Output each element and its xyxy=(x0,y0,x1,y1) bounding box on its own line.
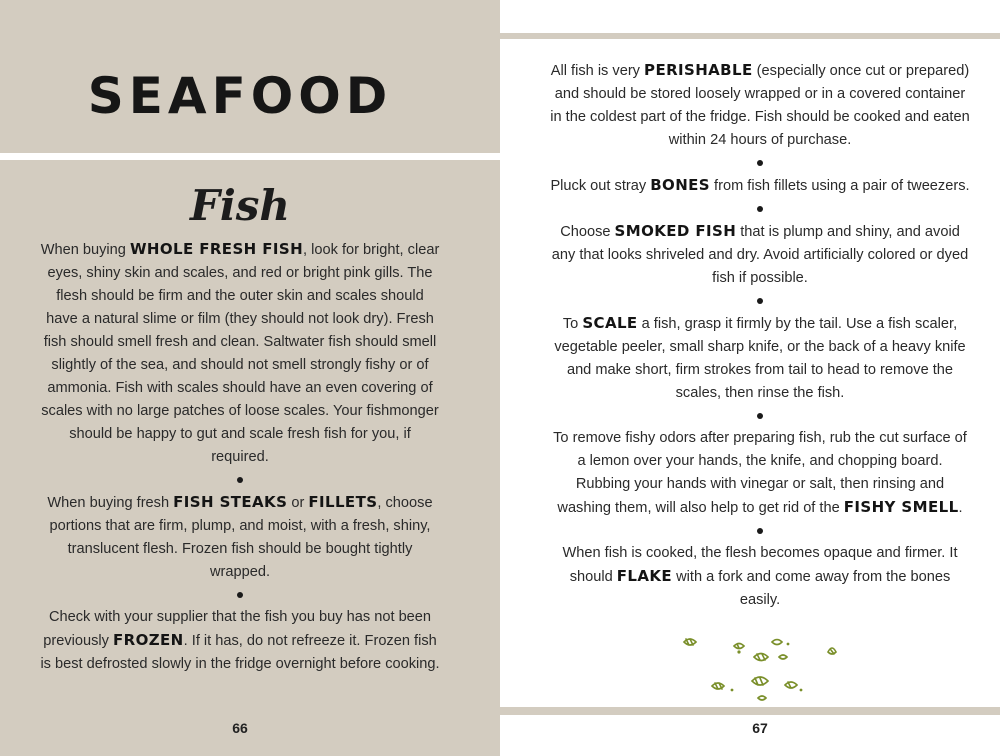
paragraph-smoked-fish xyxy=(550,220,970,290)
paragraph-whole-fresh-fish xyxy=(40,238,440,469)
bullet-separator xyxy=(550,405,970,427)
paragraph-frozen xyxy=(40,606,440,676)
bullet-dot-icon xyxy=(757,206,763,212)
keyword-flake: FLAKE xyxy=(616,567,673,585)
bullet-separator xyxy=(40,469,440,491)
bullet-separator xyxy=(550,290,970,312)
keyword-frozen: FROZEN xyxy=(113,631,184,649)
keyword-whole-fresh-fish: WHOLE FRESH FISH xyxy=(129,240,304,258)
subtitle-fish: Fish xyxy=(190,181,290,230)
text-run: When buying xyxy=(40,242,130,258)
keyword-perishable: PERISHABLE xyxy=(644,61,753,79)
text-run: Check with your supplier that the fish you buy has not been previously xyxy=(43,609,432,649)
keyword-fillets: FILLETS xyxy=(308,493,378,511)
text-run: , choose portions that are firm, plump, and moist, with a fresh, shiny, translucent flesh. Frozen fish should be bought tightly wrapped. xyxy=(49,495,433,580)
text-run: Choose xyxy=(560,224,615,240)
page-number-right: 67 xyxy=(752,720,768,736)
keyword-fish-steaks: FISH STEAKS xyxy=(173,493,288,511)
text-run: with a fork and come away from the bones easily. xyxy=(672,569,951,608)
top-strip xyxy=(500,33,1000,39)
text-run: . xyxy=(958,500,963,516)
bullet-separator xyxy=(550,520,970,542)
text-run: a fish, grasp it firmly by the tail. Use a fish scaler, vegetable peeler, small sharp knife, or the back of a heavy knife and make short, firm strokes from tail to head to remove the scales, then rinse the fish. xyxy=(554,316,966,401)
bullet-dot-icon xyxy=(757,413,763,419)
right-page xyxy=(500,0,1000,756)
bullet-separator xyxy=(550,152,970,174)
paragraph-scale xyxy=(550,312,970,405)
text-run: that is plump and shiny, and avoid any that looks shriveled and dry. Avoid artificially colored or dyed fish if possible. xyxy=(551,224,969,286)
paragraph-perishable xyxy=(550,59,970,152)
bullet-separator xyxy=(550,198,970,220)
paragraph-bones xyxy=(550,174,970,198)
right-body xyxy=(550,59,970,612)
text-run: from fish fillets using a pair of tweezers. xyxy=(710,178,970,194)
page-number-left: 66 xyxy=(232,720,248,736)
header-divider xyxy=(0,153,500,160)
bullet-dot-icon xyxy=(237,592,243,598)
bullet-dot-icon xyxy=(757,298,763,304)
text-run: When fish is cooked, the flesh becomes opaque and firmer. It should xyxy=(562,545,958,585)
bullet-dot-icon xyxy=(757,528,763,534)
text-run: When buying fresh xyxy=(47,495,174,511)
text-run: To xyxy=(562,316,583,332)
section-title: SEAFOOD xyxy=(87,67,393,125)
text-run: . If it has, do not refreeze it. Frozen fish is best defrosted slowly in the fridge overnight before cooking. xyxy=(40,633,440,672)
paragraph-fish-steaks xyxy=(40,491,440,584)
text-run: (especially once cut or prepared) and should be stored loosely wrapped or in a covered container in the coldest part of the fridge. Fish should be cooked and eaten within 24 hours of purchase. xyxy=(550,63,970,148)
bullet-separator xyxy=(40,584,440,606)
keyword-fishy-smell: FISHY SMELL xyxy=(843,498,959,516)
scattered-fish-scales-icon xyxy=(672,630,852,710)
text-run: or xyxy=(287,495,309,511)
text-run: Pluck out stray xyxy=(550,178,651,194)
keyword-scale: SCALE xyxy=(582,314,638,332)
text-run: , look for bright, clear eyes, shiny skin and scales, and red or bright pink gills. The flesh should be firm and the outer skin and scales should have a natural slime or film (they should not look dry). Fresh fish should smell fresh and clean. Saltwater fish should smell slightly of the sea, and should not smell strongly fishy or of ammonia. Fish with scales should have an even covering of scales with no large patches of loose scales. Your fishmonger should be happy to gut and scale fresh fish for you, if required. xyxy=(41,242,440,465)
keyword-smoked-fish: SMOKED FISH xyxy=(614,222,737,240)
paragraph-fishy-smell xyxy=(550,427,970,520)
bottom-strip xyxy=(500,707,1000,715)
bullet-dot-icon xyxy=(237,477,243,483)
left-body xyxy=(40,238,440,676)
text-run: All fish is very xyxy=(550,63,645,79)
text-run: To remove fishy odors after preparing fish, rub the cut surface of a lemon over your hands, the knife, and chopping board. Rubbing your hands with vinegar or salt, then rinsing and washing them, will also help to get rid of the xyxy=(553,430,967,516)
bullet-dot-icon xyxy=(757,160,763,166)
paragraph-flake xyxy=(550,542,970,612)
keyword-bones: BONES xyxy=(650,176,710,194)
